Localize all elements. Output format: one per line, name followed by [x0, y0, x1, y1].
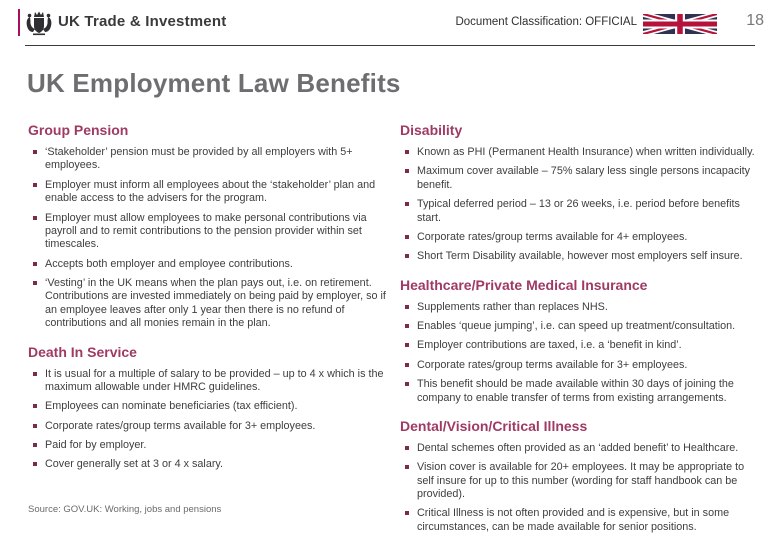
bullet-item [400, 198, 756, 225]
bullet-text: Typical deferred period – 13 or 26 weeks, i.e. period before benefits start. [417, 198, 740, 224]
bullet-list [28, 146, 386, 331]
bullet-item [400, 339, 756, 352]
section-disability [400, 122, 756, 264]
bullet-square-icon [33, 404, 37, 408]
header-divider [25, 45, 755, 46]
bullet-item [400, 507, 756, 534]
bullet-item [28, 439, 386, 452]
union-jack-icon [643, 14, 717, 34]
bullet-text: Enables ‘queue jumping’, i.e. can speed up treatment/consultation. [417, 320, 736, 332]
bullet-list [28, 368, 386, 472]
bullet-text: Paid for by employer. [45, 439, 147, 451]
bullet-text: Maximum cover available – 75% salary less single persons incapacity benefit. [417, 165, 751, 191]
logo-text: UK Trade & Investment [58, 13, 227, 30]
section-heading: Healthcare/Private Medical Insurance [400, 276, 648, 293]
section-heading: Dental/Vision/Critical Illness [400, 417, 588, 434]
bullet-item [400, 442, 756, 455]
page-title: UK Employment Law Benefits [27, 68, 401, 98]
bullet-square-icon [33, 150, 37, 154]
section-heading: Group Pension [28, 122, 129, 138]
bullet-square-icon [33, 372, 37, 376]
bullet-square-icon [33, 443, 37, 447]
right-column [400, 122, 756, 540]
royal-crest-icon [25, 9, 53, 36]
bullet-square-icon [405, 169, 409, 173]
bullet-text: Corporate rates/group terms available for 3+ employees. [417, 358, 688, 371]
section-healthcare [400, 277, 756, 405]
bullet-item [28, 258, 386, 271]
bullet-item [400, 165, 756, 192]
bullet-square-icon [33, 262, 37, 266]
bullet-text: Employer must inform all employees about the ‘stakeholder’ plan and enable access to the advisers for the program. [45, 178, 376, 205]
page-number: 18 [746, 12, 764, 29]
bullet-item [28, 368, 386, 395]
bullet-item [400, 378, 756, 405]
bullet-item [28, 400, 386, 413]
bullet-list [400, 146, 756, 264]
bullet-item [28, 179, 386, 206]
bullet-square-icon [405, 382, 409, 386]
bullet-item [28, 146, 386, 173]
bullet-text: Supplements rather than replaces NHS. [417, 300, 608, 313]
bullet-square-icon [33, 462, 37, 466]
bullet-item [400, 250, 756, 263]
bullet-text: ‘Vesting’ in the UK means when the plan pays out, i.e. on retirement. Contributions are invested immediately on being paid by employer, so if an employee leaves after only 1 year then there is no refund of contributions and all monies remain in the plan. [45, 277, 386, 330]
bullet-item [400, 320, 756, 333]
left-column [28, 122, 386, 485]
bullet-item [28, 420, 386, 433]
bullet-text: Corporate rates/group terms available for 4+ employees. [417, 230, 688, 243]
bullet-text: Employer must allow employees to make personal contributions via payroll and to remit contributions to the pension provider within set timescales. [45, 211, 367, 251]
bullet-item [400, 231, 756, 244]
bullet-list [400, 301, 756, 405]
bullet-item [400, 359, 756, 372]
classification-label: Document Classification: OFFICIAL [455, 16, 637, 28]
bullet-text: Employer contributions are taxed, i.e. a ‘benefit in kind’. [417, 339, 682, 352]
section-group-pension [28, 122, 386, 331]
section-death-in-service [28, 344, 386, 472]
bullet-text: Critical Illness is not often provided and is expensive, but in some circumstances, can be made available for senior positions. [417, 507, 730, 533]
bullet-square-icon [33, 281, 37, 285]
header [0, 0, 780, 46]
bullet-text: This benefit should be made available within 30 days of joining the company to enable transfer of terms from existing arrangements. [417, 378, 734, 404]
bullet-square-icon [405, 465, 409, 469]
bullet-square-icon [33, 183, 37, 187]
bullet-item [400, 301, 756, 314]
bullet-square-icon [33, 216, 37, 220]
bullet-text: Corporate rates/group terms available for 3+ employees. [45, 419, 316, 432]
bullet-item [28, 458, 386, 471]
section-dental-vision-critical-illness [400, 418, 756, 534]
bullet-square-icon [405, 150, 409, 154]
bullet-text: Short Term Disability available, however most employers self insure. [417, 250, 743, 263]
bullet-text: ‘Stakeholder’ pension must be provided by all employers with 5+ employees. [45, 146, 353, 172]
bullet-square-icon [405, 202, 409, 206]
section-heading: Death In Service [28, 343, 137, 360]
bullet-list [400, 442, 756, 534]
accent-bar [18, 9, 20, 36]
bullet-square-icon [405, 305, 409, 309]
bullet-text: Vision cover is available for 20+ employees. It may be appropriate to self insure for up to this number (wording for staff handbook can be provided). [417, 461, 745, 500]
bullet-item [28, 277, 386, 331]
bullet-square-icon [405, 324, 409, 328]
bullet-text: Dental schemes often provided as an ‘added benefit’ to Healthcare. [417, 441, 739, 454]
bullet-item [400, 461, 756, 501]
bullet-square-icon [405, 363, 409, 367]
bullet-square-icon [33, 424, 37, 428]
bullet-item [400, 146, 756, 159]
bullet-square-icon [405, 254, 409, 258]
bullet-square-icon [405, 511, 409, 515]
bullet-text: It is usual for a multiple of salary to be provided – up to 4 x which is the maximum allowable under HMRC guidelines. [45, 367, 384, 393]
bullet-item [28, 212, 386, 252]
bullet-text: Known as PHI (Permanent Health Insurance) when written individually. [417, 146, 755, 158]
bullet-square-icon [405, 343, 409, 347]
bullet-text: Accepts both employer and employee contributions. [45, 257, 293, 270]
bullet-square-icon [405, 235, 409, 239]
bullet-text: Employees can nominate beneficiaries (tax efficient). [45, 400, 298, 413]
source-note: Source: GOV.UK: Working, jobs and pensions [28, 504, 222, 515]
section-heading: Disability [400, 122, 463, 138]
bullet-square-icon [405, 446, 409, 450]
bullet-text: Cover generally set at 3 or 4 x salary. [45, 458, 224, 471]
